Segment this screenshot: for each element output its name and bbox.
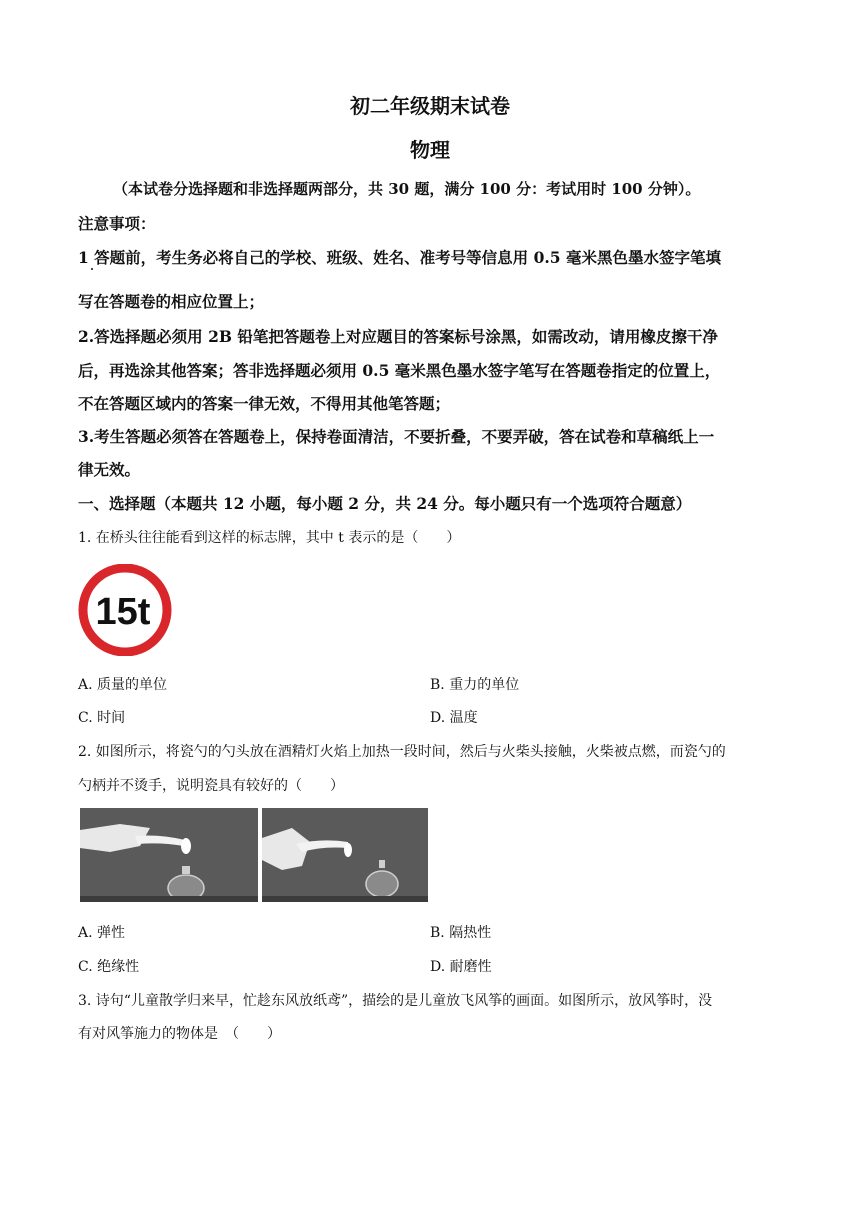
note-1-line-2: 写在答题卷的相应位置上； [78,292,265,311]
question-1-text: 1. 在桥头往往能看到这样的标志牌，其中 t 表示的是（ ） [78,530,461,546]
q1-option-a: A. 质量的单位 [78,677,168,693]
subject-title: 物理 [410,138,450,162]
note-2-line-2: 后，再选涂其他答案；答非选择题必须用 0.5 毫米黑色墨水签字笔写在答题卷指定的位置上， [78,361,721,380]
note-2-line-3: 不在答题区域内的答案一律无效，不得用其他笔答题； [78,394,451,413]
q2-option-b: B. 隔热性 [430,925,492,941]
stray-dot [91,268,93,270]
q1-option-d: D. 温度 [430,710,478,726]
experiment-photo-2 [262,808,428,902]
section-heading: 一、选择题（本题共 12 小题，每小题 2 分，共 24 分。每小题只有一个选项符合题意） [78,494,692,513]
exam-title: 初二年级期末试卷 [350,94,510,118]
weight-limit-sign [78,564,172,656]
question-3-line-1: 3. 诗句“儿童散学归来早，忙趁东风放纸鸢”，描绘的是儿童放飞风筝的画面。如图所示，放风筝时，没 [78,993,713,1009]
q2-option-a: A. 弹性 [78,925,126,941]
exam-intro: （本试卷分选择题和非选择题两部分，共 30 题，满分 100 分：考试用时 100 分钟）。 [113,180,701,198]
q1-option-c: C. 时间 [78,710,126,726]
question-2-line-1: 2. 如图所示，将瓷勺的勺头放在酒精灯火焰上加热一段时间，然后与火柴头接触，火柴被点燃，而瓷勺的 [78,744,726,760]
question-2-line-2: 勺柄并不烫手，说明瓷具有较好的（ ） [78,778,344,794]
q2-option-c: C. 绝缘性 [78,959,140,975]
photo-2-graphic [262,808,428,902]
sign-text: 15t [95,591,151,633]
note-2-line-1: 2.答选择题必须用 2B 铅笔把答题卷上对应题目的答案标号涂黑，如需改动，请用橡皮擦干净 [78,327,718,346]
note-1-line-1: 1 答题前，考生务必将自己的学校、班级、姓名、准考号等信息用 0.5 毫米黑色墨水签字笔填 [78,248,721,267]
q2-option-d: D. 耐磨性 [430,959,492,975]
photo-1-graphic [80,808,258,902]
experiment-photo-1 [80,808,258,902]
notes-heading: 注意事项： [78,214,156,233]
q1-option-b: B. 重力的单位 [430,677,520,693]
note-3-line-2: 律无效。 [78,460,141,479]
question-3-line-2: 有对风筝施力的物体是 （ ） [78,1026,281,1042]
note-3-line-1: 3.考生答题必须答在答题卷上，保持卷面清洁，不要折叠，不要弄破，答在试卷和草稿纸上一 [78,427,715,446]
weight-limit-sign-graphic [78,564,172,656]
